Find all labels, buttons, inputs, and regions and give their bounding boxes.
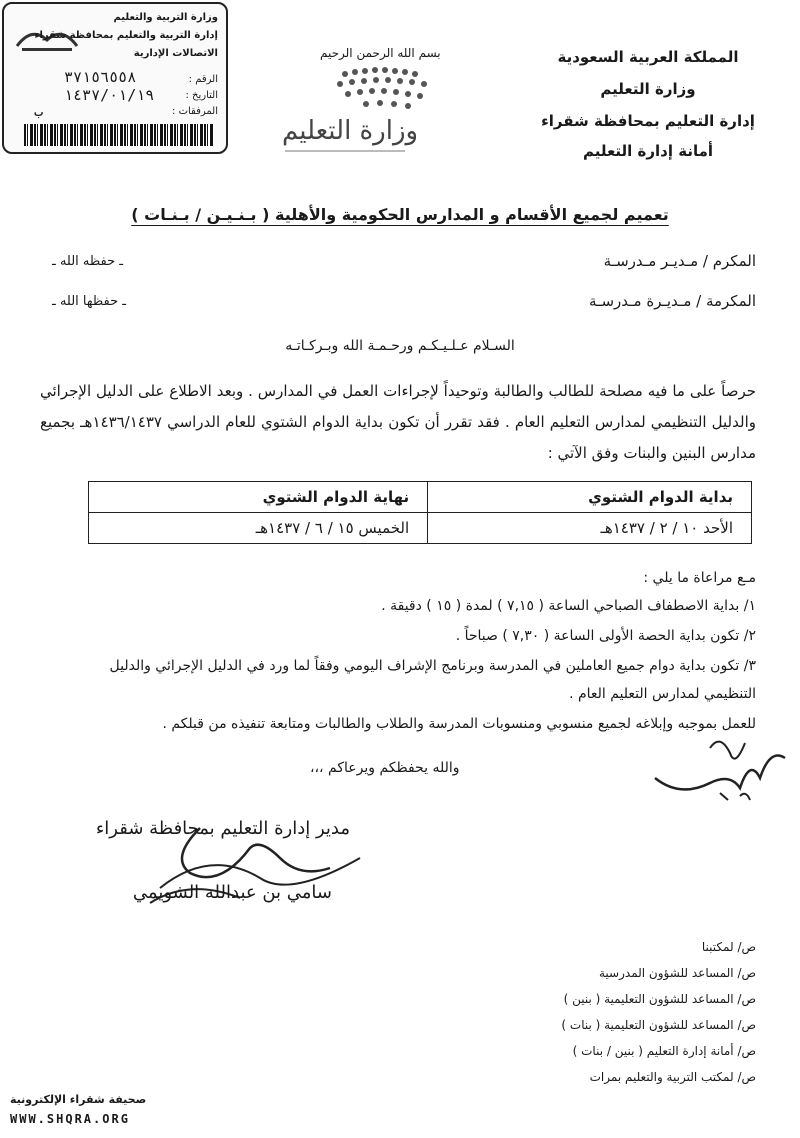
notes-intro: مـع مراعاة ما يلي : bbox=[643, 570, 756, 586]
header-country: المملكة العربية السعودية bbox=[557, 48, 739, 66]
note-2: ٢/ تكون بداية الحصة الأولى الساعة ( ٧,٣٠ ) صباحاً . bbox=[455, 628, 756, 644]
cc-item: ص/ لمكتب التربية والتعليم بمرات bbox=[589, 1070, 756, 1084]
barcode bbox=[24, 124, 214, 146]
closing-prayer: والله يحفظكم ويرعاكم ،،، bbox=[310, 760, 460, 776]
recipient-male-greeting: ـ حفظه الله ـ bbox=[52, 254, 124, 269]
note-3-line2: التنظيمي لمدارس التعليم العام . bbox=[569, 686, 756, 702]
header-ministry: وزارة التعليم bbox=[600, 80, 696, 98]
table-row bbox=[89, 513, 752, 544]
cc-item: ص/ لمكتبنا bbox=[701, 940, 756, 954]
basmala: بسم الله الرحمن الرحيم bbox=[320, 46, 441, 60]
stamp-attachments-value: ب bbox=[34, 102, 44, 120]
ministry-logo-underline bbox=[285, 150, 405, 152]
note-3-line1: ٣/ تكون بداية دوام جميع العاملين في المدرسة وبرنامج الإشراف اليومي وفقاً لما ورد في الدليل الإجرائي والدليل bbox=[109, 658, 756, 674]
stamp-org-line3: الاتصالات الإدارية bbox=[133, 48, 218, 59]
document-title: تعميم لجميع الأقسام و المدارس الحكومية والأهلية ( بـنـيـن / بـنـات ) bbox=[131, 205, 669, 224]
table-cell-end: الخميس ١٥ / ٦ / ١٤٣٧هـ bbox=[89, 513, 428, 544]
recipient-female: المكرمة / مـديـرة مـدرسـة bbox=[589, 292, 756, 310]
cc-item: ص/ المساعد للشؤون المدرسية bbox=[598, 966, 756, 980]
stamp-org-line2: إدارة التربية والتعليم بمحافظة شقراء bbox=[34, 30, 218, 41]
signature-scribble-icon bbox=[130, 818, 380, 918]
stamp-number-value: ٣٧١٥٦٥٥٨ bbox=[64, 68, 137, 86]
stamp-org-line1: وزارة التربية والتعليم bbox=[113, 12, 218, 23]
stamp-date-value: ١٤٣٧/٠١/١٩ bbox=[64, 86, 155, 104]
cc-item: ص/ المساعد للشؤون التعليمية ( بنات ) bbox=[561, 1018, 756, 1032]
cc-item: ص/ أمانة إدارة التعليم ( بنين / بنات ) bbox=[572, 1044, 756, 1058]
signatory-name: سامي بن عبدالله الشويمي bbox=[132, 882, 332, 903]
table-header-start: بداية الدوام الشتوي bbox=[428, 482, 752, 513]
body-paragraph: حرصاً على ما فيه مصلحة للطالب والطالبة وتوحيداً لإجراءات العمل في المدارس . وبعد الاطلاع على الدليل الإجرائي والدليل التنظيمي لمدارس التعليم العام . فقد تقرر أن تكون بداية الدوام الشتوي للعام الدراسي ١٤٣٦/١٤٣٧هـ بجميع مدارس البنين والبنات وفق الآتي : bbox=[40, 382, 756, 462]
header-secretariat: أمانة إدارة التعليم bbox=[582, 142, 714, 160]
table-header-end: نهاية الدوام الشتوي bbox=[89, 482, 428, 513]
table-cell-start: الأحد ١٠ / ٢ / ١٤٣٧هـ bbox=[428, 513, 752, 544]
cc-item: ص/ المساعد للشؤون التعليمية ( بنين ) bbox=[563, 992, 756, 1006]
closing-instruction: للعمل بموجبه وإبلاغه لجميع منسوبي ومنسوبات المدرسة والطلاب والطالبات ومتابعة تنفيذه من قبلكم . bbox=[162, 716, 756, 732]
stamp-date-label: التاريخ : bbox=[185, 90, 218, 101]
header-department: إدارة التعليم بمحافظة شقراء bbox=[541, 112, 755, 130]
salutation: السـلام عـلـيـكـم ورحـمـة الله وبـركـاتـه bbox=[285, 338, 515, 354]
note-1: ١/ بداية الاصطفاف الصباحي الساعة ( ٧,١٥ ) لمدة ( ١٥ ) دقيقة . bbox=[381, 598, 756, 614]
site-watermark-url: WWW.SHQRA.ORG bbox=[10, 1112, 130, 1126]
stamp-attachments-label: المرفقات : bbox=[172, 106, 218, 117]
incoming-stamp bbox=[2, 2, 228, 154]
table-header-row bbox=[89, 482, 752, 513]
site-watermark-name: صحيفة شقراء الإلكترونية bbox=[10, 1093, 147, 1106]
schedule-table bbox=[88, 481, 752, 544]
ministry-logo-wordmark: وزارة التعليم bbox=[282, 116, 419, 146]
recipient-male: المكرم / مـديـر مـدرسـة bbox=[603, 252, 756, 270]
signatory-title: مدير إدارة التعليم بمحافظة شقراء bbox=[95, 818, 350, 839]
recipient-female-greeting: ـ حفظها الله ـ bbox=[52, 294, 127, 309]
ministry-logo-dots-icon bbox=[330, 66, 440, 116]
handwritten-initial-icon bbox=[650, 728, 790, 808]
stamp-number-label: الرقم : bbox=[188, 74, 218, 85]
